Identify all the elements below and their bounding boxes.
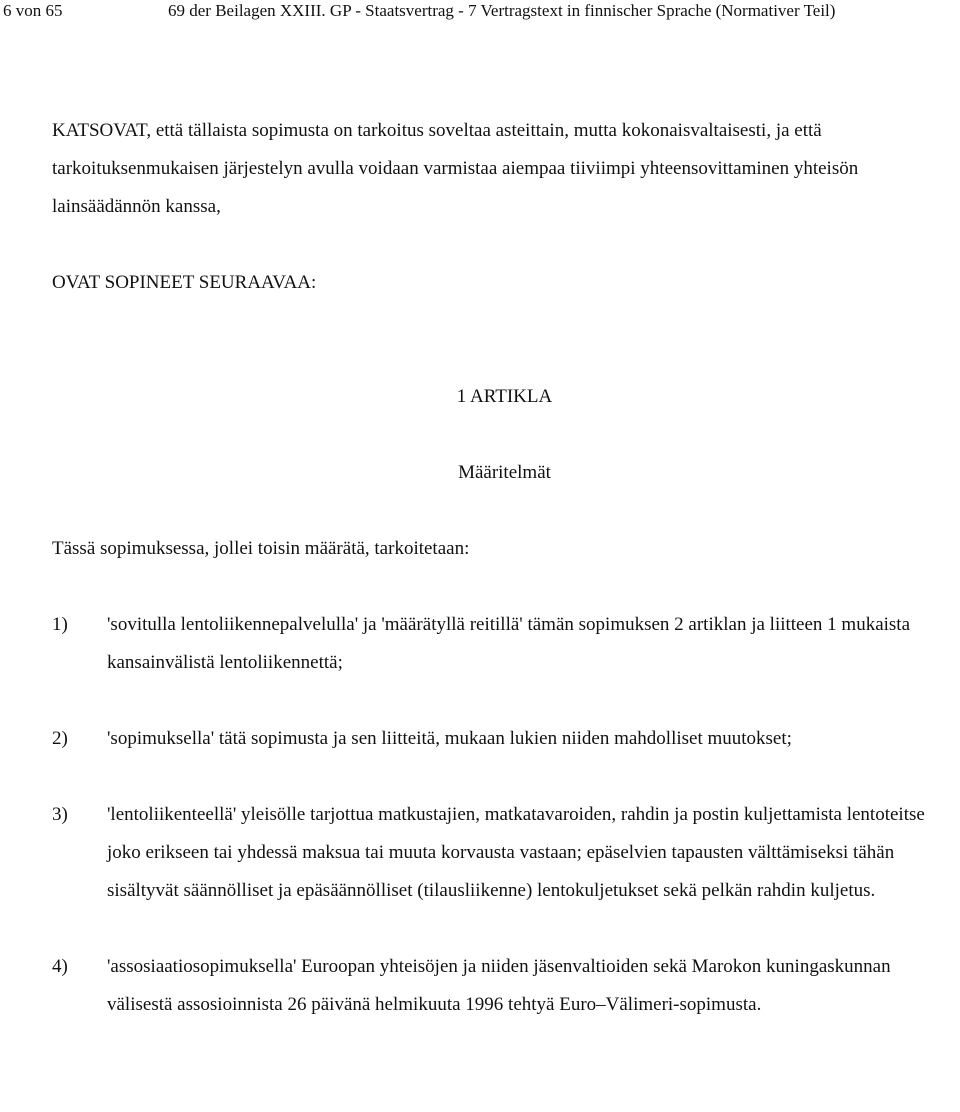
definition-item xyxy=(52,720,957,758)
definition-item xyxy=(52,796,957,910)
page-number: 6 von 65 xyxy=(3,1,63,20)
definition-item xyxy=(52,606,957,682)
preamble-considering: KATSOVAT, että tällaista sopimusta on tarkoitus soveltaa asteittain, mutta kokonaisvaltaisesti, ja että tarkoituksenmukaisen järjestelyn avulla voidaan varmistaa aiempaa tiiviimpi yhteensovittaminen yhteisön lainsäädännön kanssa, xyxy=(52,120,859,217)
definitions-list xyxy=(52,568,957,1024)
article-number: 1 ARTIKLA xyxy=(456,386,553,407)
definition-number: 3) xyxy=(52,804,68,825)
document-body xyxy=(52,112,957,1024)
article-title: Määritelmät xyxy=(458,462,551,483)
definition-text: 'assosiaatiosopimuksella' Euroopan yhteisöjen ja niiden jäsenvaltioiden sekä Marokon kuningaskunnan välisestä assosioinnista 26 päivänä helmikuuta 1996 tehtyä Euro–Välimeri-sopimusta. xyxy=(107,956,891,1015)
definition-text: 'lentoliikenteellä' yleisölle tarjottua matkustajien, matkatavaroiden, rahdin ja postin kuljettamista lentoteitse joko erikseen tai yhdessä maksua tai muuta korvausta vastaan; epäselvien tapausten välttämiseksi tähän sisältyvät säännölliset ja epäsäännölliset (tilausliikenne) lentokuljetukset sekä pelkän rahdin kuljetus. xyxy=(107,804,925,901)
article-intro: Tässä sopimuksessa, jollei toisin määrätä, tarkoitetaan: xyxy=(52,538,470,559)
definition-text: 'sovitulla lentoliikennepalvelulla' ja 'määrätyllä reitillä' tämän sopimuksen 2 artiklan ja liitteen 1 mukaista kansainvälistä lentoliikennettä; xyxy=(107,614,911,673)
definition-number: 1) xyxy=(52,614,68,635)
preamble-agreed: OVAT SOPINEET SEURAAVAA: xyxy=(52,272,317,293)
definition-text: 'sopimuksella' tätä sopimusta ja sen liitteitä, mukaan lukien niiden mahdolliset muutokset; xyxy=(107,728,792,749)
document-source-line: 69 der Beilagen XXIII. GP - Staatsvertrag - 7 Vertragstext in finnischer Sprache (Normativer Teil) xyxy=(168,1,836,20)
definition-number: 4) xyxy=(52,956,68,977)
definition-number: 2) xyxy=(52,728,68,749)
definition-item xyxy=(52,948,957,1024)
